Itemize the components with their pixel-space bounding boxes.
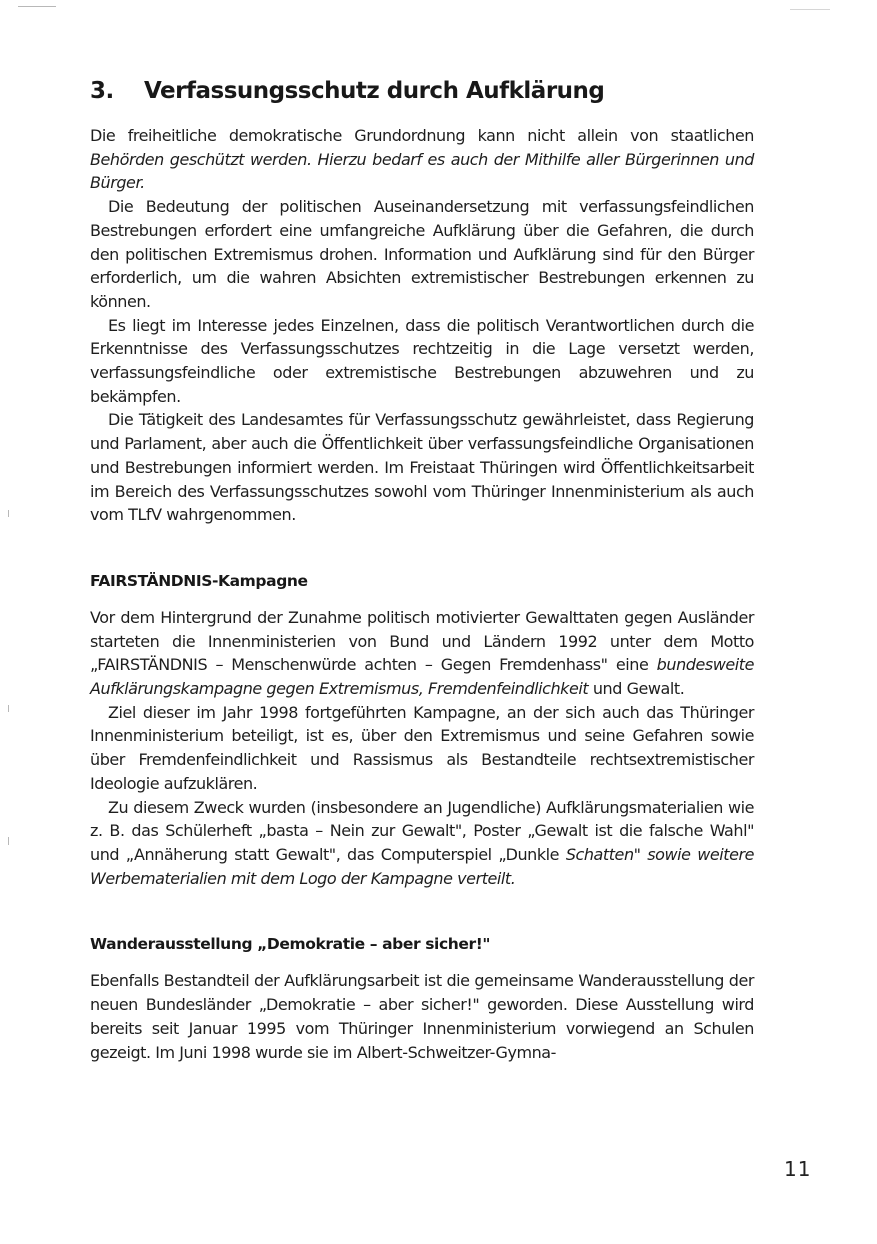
scan-artifact <box>790 9 830 10</box>
fairstaendnis-paragraph-3-text: Zu diesem Zweck wurden (insbesondere an Jugendliche) Aufklärungsmaterialien wie z. B. das Schülerheft „basta – Nein zur Gewalt", Poster „Gewalt ist die falsche Wahl" und „Annäherung statt Gewalt", das Computerspiel „Dunkle <box>90 797 754 864</box>
section-heading-fairstaendnis <box>90 572 754 590</box>
scan-artifact <box>18 6 56 7</box>
section-heading-fairstaendnis-part1: FAIRSTÄNDNIS- <box>90 571 219 590</box>
fairstaendnis-paragraph-3 <box>90 796 754 891</box>
intro-paragraph-2: Die Bedeutung der politischen Auseinandersetzung mit verfassungsfeindlichen Bestrebungen erfordert eine umfangreiche Aufklärung über die Gefahren, die durch den politischen Extremismus drohen. Information und Aufklärung sind für den Bürger erforderlich, um die wahren Absichten extremistischer Bestrebungen erkennen zu können. <box>90 197 754 311</box>
intro-paragraph-1 <box>90 124 754 195</box>
page-number: 11 <box>784 1157 812 1181</box>
section-heading-fairstaendnis-part2: Kampagne <box>218 571 308 590</box>
chapter-number: 3. <box>90 78 114 104</box>
intro-paragraph-3: Es liegt im Interesse jedes Einzelnen, dass die politisch Verantwortlichen durch die Erkenntnisse des Verfassungsschutzes rechtzeitig in die Lage versetzt werden, verfassungsfeindliche oder extremistische Bestrebungen abzuwehren und zu bekämpfen. <box>90 315 754 406</box>
fairstaendnis-paragraph-1-end: und Gewalt. <box>588 679 685 699</box>
scan-artifact <box>8 705 9 712</box>
fairstaendnis-paragraph-3-emphasis: Schatten" sowie weitere Werbematerialien mit dem Logo der Kampagne verteilt. <box>90 844 755 888</box>
fairstaendnis-paragraph-1-emphasis: bundesweite Aufklärungskampagne gegen Extremismus, Fremdenfeindlichkeit <box>90 655 754 699</box>
intro-paragraph-1-emphasis: Behörden geschützt werden. Hierzu bedarf es auch der Mithilfe aller Bürgerinnen und Bürger. <box>90 149 754 193</box>
fairstaendnis-paragraph-1 <box>90 606 754 701</box>
scan-artifact <box>8 510 9 517</box>
section-heading-wanderausstellung: Wanderausstellung „Demokratie – aber sicher!" <box>90 935 491 954</box>
fairstaendnis-paragraph-1-text: Vor dem Hintergrund der Zunahme politisch motivierter Gewalttaten gegen Ausländer starteten die Innenministerien von Bund und Ländern 1992 unter dem Motto „FAIRSTÄNDNIS – Menschenwürde achten – Gegen Fremdenhass" eine <box>90 607 754 675</box>
chapter-title: Verfassungsschutz durch Aufklärung <box>144 78 605 104</box>
intro-paragraph-4: Die Tätigkeit des Landesamtes für Verfassungsschutz gewährleistet, dass Regierung und Parlament, aber auch die Öffentlichkeit über verfassungsfeindliche Organisationen und Bestrebungen informiert werden. Im Freistaat Thüringen wird Öffentlichkeitsarbeit im Bereich des Verfassungsschutzes sowohl vom Thüringer Innenministerium als auch vom TLfV wahrgenommen. <box>90 410 754 525</box>
intro-paragraph-1-text: Die freiheitliche demokratische Grundordnung kann nicht allein von staatlichen <box>90 126 754 145</box>
scan-artifact <box>8 837 9 845</box>
chapter-heading <box>90 78 754 104</box>
wanderausstellung-paragraph-1: Ebenfalls Bestandteil der Aufklärungsarbeit ist die gemeinsame Wanderausstellung der neuen Bundesländer „Demokratie – aber sicher!" geworden. Diese Ausstellung wird bereits seit Januar 1995 vom Thüringer Innenministerium vorwiegend an Schulen gezeigt. Im Juni 1998 wurde sie im Albert-Schweitzer-Gymna- <box>90 971 754 1062</box>
page-content <box>90 78 754 1064</box>
fairstaendnis-paragraph-2: Ziel dieser im Jahr 1998 fortgeführten Kampagne, an der sich auch das Thüringer Innenministerium beteiligt, ist es, über den Extremismus und seine Gefahren sowie über Fremdenfeindlichkeit und Rassismus als Bestandteile rechtsextremistischer Ideologie aufzuklären. <box>90 702 754 793</box>
